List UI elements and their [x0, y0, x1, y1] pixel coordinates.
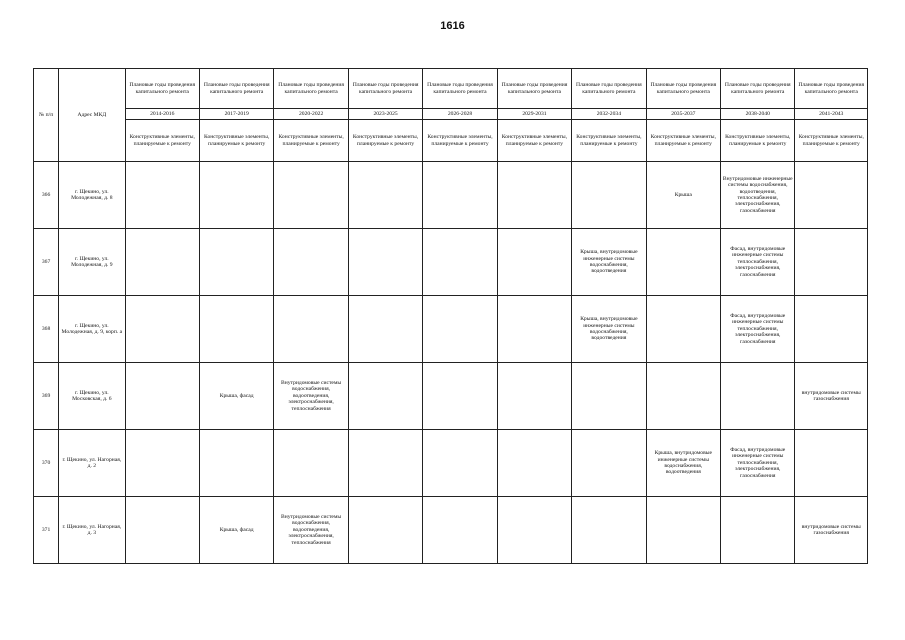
header-years-2023-2025: 2023-2025 — [348, 109, 422, 120]
repair-cell-2023-2025 — [348, 430, 422, 497]
header-row-elements — [34, 120, 868, 162]
header-period-label: Плановые годы проведения капитального ремонта — [572, 69, 646, 109]
header-elements-label: Конструктивные элементы, планируемые к ремонту — [646, 120, 720, 162]
header-period-label: Плановые годы проведения капитального ремонта — [199, 69, 273, 109]
repair-cell-2014-2016 — [125, 497, 199, 564]
table-row — [34, 497, 868, 564]
table-row — [34, 363, 868, 430]
header-elements-label: Конструктивные элементы, планируемые к ремонту — [125, 120, 199, 162]
repair-cell-2020-2022: Внутридомовые системы водоснабжения, водоотведения, электроснабжения, теплоснабжения — [274, 363, 348, 430]
row-number: 367 — [34, 229, 59, 296]
repair-cell-2038-2040: Фасад, внутридомовые инженерные системы теплоснабжения, электроснабжения, газоснабжения — [721, 229, 795, 296]
repair-cell-2035-2037: Крыша — [646, 162, 720, 229]
table-row — [34, 296, 868, 363]
table-body — [34, 69, 868, 564]
repair-cell-2017-2019: Крыша, фасад — [199, 497, 273, 564]
header-num: № п/п — [34, 69, 59, 162]
repair-cell-2029-2031 — [497, 296, 571, 363]
repair-cell-2041-2043: внутридомовые системы газоснабжения — [795, 363, 868, 430]
repair-cell-2035-2037 — [646, 296, 720, 363]
header-elements-label: Конструктивные элементы, планируемые к ремонту — [348, 120, 422, 162]
row-address: г. Щекино, ул. Молодежная, д. 8 — [59, 162, 125, 229]
repair-cell-2032-2034: Крыша, внутридомовые инженерные системы водоснабжения, водоотведения — [572, 229, 646, 296]
repair-cell-2020-2022: Внутридомовые системы водоснабжения, водоотведения, электроснабжения, теплоснабжения — [274, 497, 348, 564]
repair-cell-2041-2043 — [795, 229, 868, 296]
header-years-2032-2034: 2032-2034 — [572, 109, 646, 120]
repair-cell-2041-2043 — [795, 430, 868, 497]
repair-cell-2017-2019 — [199, 430, 273, 497]
repair-cell-2026-2028 — [423, 296, 497, 363]
repair-cell-2029-2031 — [497, 162, 571, 229]
repair-cell-2020-2022 — [274, 430, 348, 497]
repair-cell-2038-2040: Внутридомовые инженерные системы водоснабжения, водоотведения, теплоснабжения, электроснабжения, газоснабжения — [721, 162, 795, 229]
repair-cell-2038-2040: Фасад, внутридомовые инженерные системы теплоснабжения, электроснабжения, газоснабжения — [721, 296, 795, 363]
header-elements-label: Конструктивные элементы, планируемые к ремонту — [199, 120, 273, 162]
repair-cell-2032-2034 — [572, 162, 646, 229]
repair-cell-2032-2034 — [572, 430, 646, 497]
repair-cell-2026-2028 — [423, 430, 497, 497]
repair-cell-2017-2019 — [199, 296, 273, 363]
row-address: г. Щекино, ул. Нагорная, д. 3 — [59, 497, 125, 564]
repair-cell-2026-2028 — [423, 497, 497, 564]
repair-cell-2029-2031 — [497, 497, 571, 564]
repair-cell-2020-2022 — [274, 162, 348, 229]
row-number: 370 — [34, 430, 59, 497]
row-address: г. Щекино, ул. Московская, д. 6 — [59, 363, 125, 430]
header-row-period — [34, 69, 868, 109]
repair-cell-2014-2016 — [125, 430, 199, 497]
repair-cell-2038-2040 — [721, 363, 795, 430]
header-period-label: Плановые годы проведения капитального ремонта — [497, 69, 571, 109]
repair-cell-2020-2022 — [274, 296, 348, 363]
header-elements-label: Конструктивные элементы, планируемые к ремонту — [795, 120, 868, 162]
repair-cell-2035-2037 — [646, 497, 720, 564]
repair-cell-2035-2037 — [646, 363, 720, 430]
header-elements-label: Конструктивные элементы, планируемые к ремонту — [721, 120, 795, 162]
header-elements-label: Конструктивные элементы, планируемые к ремонту — [274, 120, 348, 162]
repair-cell-2023-2025 — [348, 363, 422, 430]
repair-cell-2029-2031 — [497, 430, 571, 497]
header-elements-label: Конструктивные элементы, планируемые к ремонту — [423, 120, 497, 162]
repair-cell-2023-2025 — [348, 229, 422, 296]
header-years-2014-2016: 2014-2016 — [125, 109, 199, 120]
header-period-label: Плановые годы проведения капитального ремонта — [423, 69, 497, 109]
repair-cell-2029-2031 — [497, 363, 571, 430]
header-period-label: Плановые годы проведения капитального ремонта — [125, 69, 199, 109]
repair-cell-2014-2016 — [125, 363, 199, 430]
header-period-label: Плановые годы проведения капитального ремонта — [348, 69, 422, 109]
repair-cell-2038-2040 — [721, 497, 795, 564]
header-period-label: Плановые годы проведения капитального ремонта — [721, 69, 795, 109]
page-number: 1616 — [440, 20, 465, 32]
repair-cell-2026-2028 — [423, 363, 497, 430]
repair-cell-2017-2019: Крыша, фасад — [199, 363, 273, 430]
repair-cell-2038-2040: Фасад, внутридомовые инженерные системы теплоснабжения, электроснабжения, газоснабжения — [721, 430, 795, 497]
repair-cell-2032-2034 — [572, 497, 646, 564]
header-period-label: Плановые годы проведения капитального ремонта — [646, 69, 720, 109]
repair-cell-2014-2016 — [125, 296, 199, 363]
repair-schedule-table — [33, 68, 868, 564]
row-address: г. Щекино, ул. Нагорная, д. 2 — [59, 430, 125, 497]
header-years-2038-2040: 2038-2040 — [721, 109, 795, 120]
repair-cell-2041-2043 — [795, 162, 868, 229]
table-row — [34, 162, 868, 229]
header-period-label: Плановые годы проведения капитального ремонта — [274, 69, 348, 109]
repair-cell-2035-2037 — [646, 229, 720, 296]
repair-cell-2041-2043 — [795, 296, 868, 363]
repair-cell-2023-2025 — [348, 497, 422, 564]
repair-cell-2032-2034 — [572, 363, 646, 430]
header-period-label: Плановые годы проведения капитального ремонта — [795, 69, 868, 109]
repair-cell-2026-2028 — [423, 162, 497, 229]
header-years-2020-2022: 2020-2022 — [274, 109, 348, 120]
repair-cell-2023-2025 — [348, 296, 422, 363]
header-elements-label: Конструктивные элементы, планируемые к ремонту — [572, 120, 646, 162]
header-years-2017-2019: 2017-2019 — [199, 109, 273, 120]
repair-cell-2017-2019 — [199, 229, 273, 296]
repair-cell-2026-2028 — [423, 229, 497, 296]
repair-cell-2017-2019 — [199, 162, 273, 229]
row-number: 369 — [34, 363, 59, 430]
header-elements-label: Конструктивные элементы, планируемые к ремонту — [497, 120, 571, 162]
header-address: Адрес МКД — [59, 69, 125, 162]
repair-cell-2014-2016 — [125, 229, 199, 296]
repair-cell-2035-2037: Крыша, внутридомовые инженерные системы водоснабжения, водоотведения — [646, 430, 720, 497]
table-row — [34, 229, 868, 296]
repair-cell-2014-2016 — [125, 162, 199, 229]
header-years-2029-2031: 2029-2031 — [497, 109, 571, 120]
header-years-2026-2028: 2026-2028 — [423, 109, 497, 120]
row-address: г. Щекино, ул. Молодежная, д. 9 — [59, 229, 125, 296]
row-number: 371 — [34, 497, 59, 564]
table-row — [34, 430, 868, 497]
repair-cell-2023-2025 — [348, 162, 422, 229]
repair-cell-2032-2034: Крыша, внутридомовые инженерные системы водоснабжения, водоотведения — [572, 296, 646, 363]
repair-cell-2020-2022 — [274, 229, 348, 296]
row-address: г. Щекино, ул. Молодежная, д. 9, корп. а — [59, 296, 125, 363]
repair-cell-2041-2043: внутридомовые системы газоснабжения — [795, 497, 868, 564]
header-years-2041-2043: 2041-2043 — [795, 109, 868, 120]
row-number: 368 — [34, 296, 59, 363]
repair-cell-2029-2031 — [497, 229, 571, 296]
row-number: 366 — [34, 162, 59, 229]
header-years-2035-2037: 2035-2037 — [646, 109, 720, 120]
header-row-years — [34, 109, 868, 120]
